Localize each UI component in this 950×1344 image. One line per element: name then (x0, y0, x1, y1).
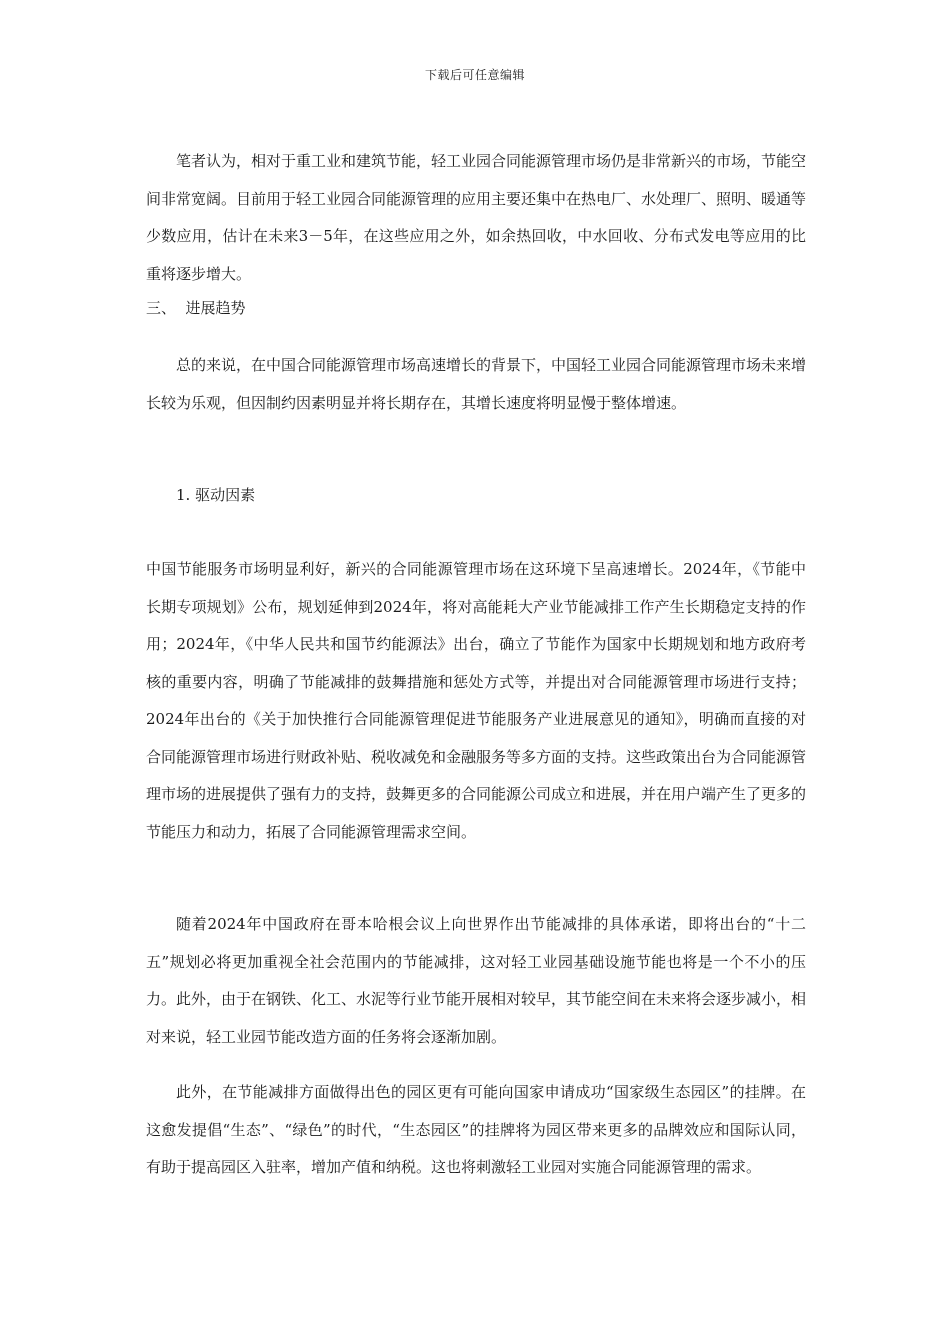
paragraph-copenhagen-commitment: 随着2024年中国政府在哥本哈根会议上向世界作出节能减排的具体承诺，即将出台的“十二五”规划必将更加重视全社会范围内的节能减排，这对轻工业园基础设施节能也将是一个不小的压力。此外，由于在钢铁、化工、水泥等行业节能开展相对较早，其节能空间在未来将会逐步减小，相对来说，轻工业园节能改造方面的任务将会逐渐加剧。 (146, 915, 807, 1046)
paragraph-growth-summary: 总的来说，在中国合同能源管理市场高速增长的背景下，中国轻工业园合同能源管理市场未来增长较为乐观，但因制约因素明显并将长期存在，其增长速度将明显慢于整体增速。 (146, 356, 807, 412)
download-note: 下载后可任意编辑 (424, 68, 525, 82)
subheading-drivers: 1. 驱动因素 (176, 486, 256, 504)
section-heading-trends: 三、 进展趋势 (146, 299, 246, 317)
paragraph-market-outlook: 笔者认为，相对于重工业和建筑节能，轻工业园合同能源管理市场仍是非常新兴的市场，节能空间非常宽阔。目前用于轻工业园合同能源管理的应用主要还集中在热电厂、水处理厂、照明、暖通等少数应用，估计在未来3－5年，在这些应用之外，如余热回收，中水回收、分布式发电等应用的比重将逐步增大。 (146, 152, 807, 283)
paragraph-policy-drivers: 中国节能服务市场明显利好，新兴的合同能源管理市场在这环境下呈高速增长。2024年，《节能中长期专项规划》公布，规划延伸到2024年，将对高能耗大产业节能减排工作产生长期稳定支持的作用；2024年，《中华人民共和国节约能源法》出台，确立了节能作为国家中长期规划和地方政府考核的重要内容，明确了节能减排的鼓舞措施和惩处方式等，并提出对合同能源管理市场进行支持；2024年出台的《关于加快推行合同能源管理促进节能服务产业进展意见的通知》，明确而直接的对合同能源管理市场进行财政补贴、税收减免和金融服务等多方面的支持。这些政策出台为合同能源管理市场的进展提供了强有力的支持，鼓舞更多的合同能源公司成立和进展，并在用户端产生了更多的节能压力和动力，拓展了合同能源管理需求空间。 (146, 560, 807, 841)
paragraph-eco-park: 此外，在节能减排方面做得出色的园区更有可能向国家申请成功“国家级生态园区”的挂牌。在这愈发提倡“生态”、“绿色”的时代，“生态园区”的挂牌将为园区带来更多的品牌效应和国际认同，有助于提高园区入驻率，增加产值和纳税。这也将刺激轻工业园对实施合同能源管理的需求。 (146, 1083, 806, 1176)
